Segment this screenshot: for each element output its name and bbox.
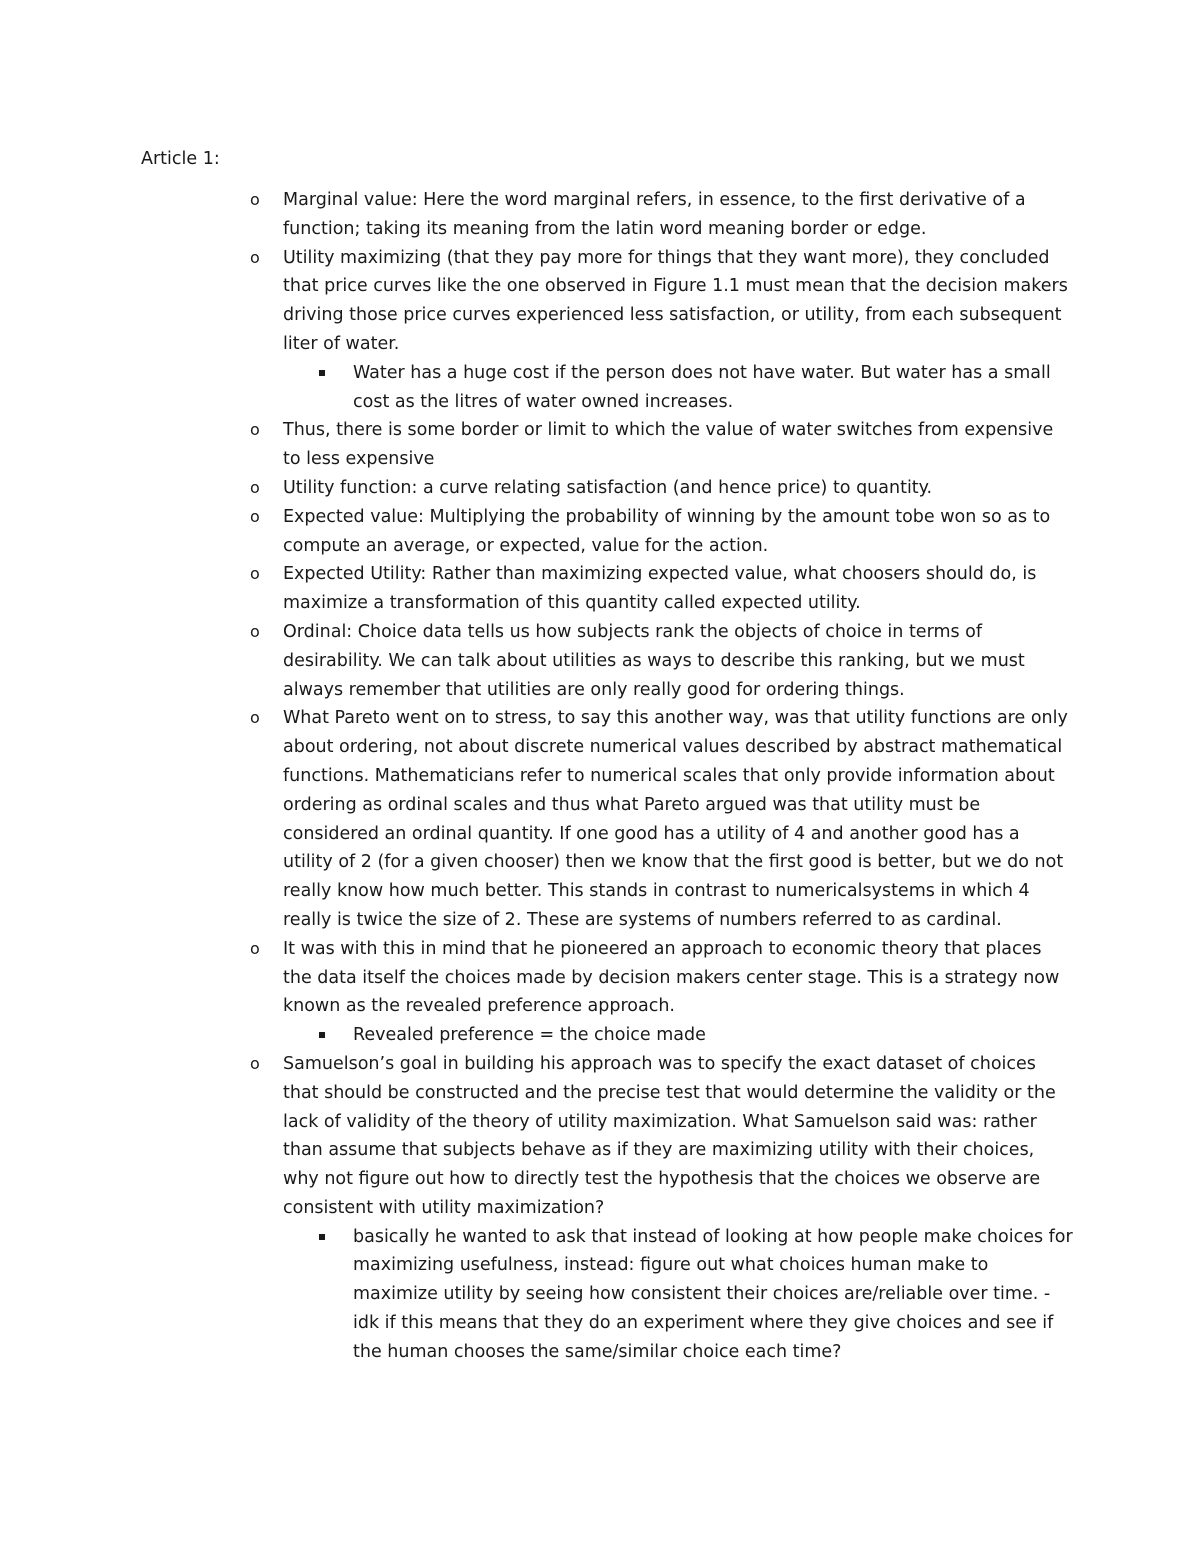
- sub-list: [283, 1223, 1073, 1367]
- document-title: Article 1:: [141, 149, 220, 169]
- list-item: [250, 186, 1073, 244]
- sub-list: [283, 1021, 1073, 1050]
- sub-list-item: [353, 359, 1073, 417]
- square-bullet-icon: [319, 1032, 325, 1038]
- sub-list-item-text: basically he wanted to ask that instead of looking at how people make choices for maximizing usefulness, instead: figure out what choices human make to maximize utility by seeing how consistent their choices are/reliable over time. - idk if this means that they do an experiment where they give choices and see if the human chooses the same/similar choice each time?: [353, 1226, 1073, 1362]
- list-item: [250, 704, 1073, 934]
- sub-list-item-text: Water has a huge cost if the person does not have water. But water has a small cost as the litres of water owned increases.: [353, 362, 1051, 412]
- circle-bullet-icon: o: [250, 938, 260, 958]
- notes-list: [250, 186, 1073, 1367]
- list-item-text: Thus, there is some border or limit to which the value of water switches from expensive to less expensive: [283, 420, 1054, 470]
- list-item: [250, 416, 1073, 474]
- list-item: [250, 1050, 1073, 1367]
- list-item: [250, 474, 1073, 503]
- circle-bullet-icon: o: [250, 708, 260, 728]
- circle-bullet-icon: o: [250, 190, 260, 209]
- list-item: [250, 244, 1073, 417]
- sub-list-item: [353, 1021, 1073, 1050]
- circle-bullet-icon: o: [250, 621, 260, 641]
- circle-bullet-icon: o: [250, 247, 260, 267]
- list-item: [250, 618, 1073, 704]
- list-item-text: Ordinal: Choice data tells us how subjects rank the objects of choice in terms of desirability. We can talk about utilities as ways to describe this ranking, but we must always remember that utilities are only really good for ordering things.: [283, 621, 1025, 700]
- circle-bullet-icon: o: [250, 420, 260, 440]
- sub-list-item: [353, 1223, 1073, 1367]
- sub-list: [283, 359, 1073, 417]
- list-item-text: Utility function: a curve relating satisfaction (and hence price) to quantity.: [283, 477, 933, 498]
- circle-bullet-icon: o: [250, 1053, 260, 1073]
- list-item-text: Expected Utility: Rather than maximizing expected value, what choosers should do, is maximize a transformation of this quantity called expected utility.: [283, 564, 1037, 614]
- list-item: [250, 560, 1073, 618]
- list-item-text: Utility maximizing (that they pay more for things that they want more), they concluded that price curves like the one observed in Figure 1.1 must mean that the decision makers driving those price curves experienced less satisfaction, or utility, from each subsequent liter of water.: [283, 247, 1068, 354]
- list-item-text: What Pareto went on to stress, to say this another way, was that utility functions are only about ordering, not about discrete numerical values described by abstract mathematical functions. Mathematicians refer to numerical scales that only provide information about ordering as ordinal scales and thus what Pareto argued was that utility must be considered an ordinal quantity. If one good has a utility of 4 and another good has a utility of 2 (for a given chooser) then we know that the first good is better, but we do not really know how much better. This stands in contrast to numericalsystems in which 4 really is twice the size of 2. These are systems of numbers referred to as cardinal.: [283, 708, 1068, 930]
- sub-list-item-text: Revealed preference = the choice made: [353, 1025, 706, 1046]
- list-item-text: Marginal value: Here the word marginal refers, in essence, to the first derivative of a function; taking its meaning from the latin word meaning border or edge.: [283, 190, 1026, 239]
- square-bullet-icon: [319, 1234, 325, 1240]
- square-bullet-icon: [319, 370, 325, 376]
- list-item-text: Samuelson’s goal in building his approach was to specify the exact dataset of choices that should be constructed and the precise test that would determine the validity or the lack of validity of the theory of utility maximization. What Samuelson said was: rather than assume that subjects behave as if they are maximizing utility with their choices, why not figure out how to directly test the hypothesis that the choices we observe are consistent with utility maximization?: [283, 1053, 1056, 1218]
- circle-bullet-icon: o: [250, 477, 260, 497]
- list-item-text: It was with this in mind that he pioneered an approach to economic theory that places the data itself the choices made by decision makers center stage. This is a strategy now known as the revealed preference approach.: [283, 938, 1060, 1017]
- list-item: [250, 935, 1073, 1050]
- circle-bullet-icon: o: [250, 564, 260, 584]
- list-item: [250, 503, 1073, 561]
- circle-bullet-icon: o: [250, 506, 260, 526]
- list-item-text: Expected value: Multiplying the probability of winning by the amount tobe won so as to compute an average, or expected, value for the action.: [283, 506, 1051, 556]
